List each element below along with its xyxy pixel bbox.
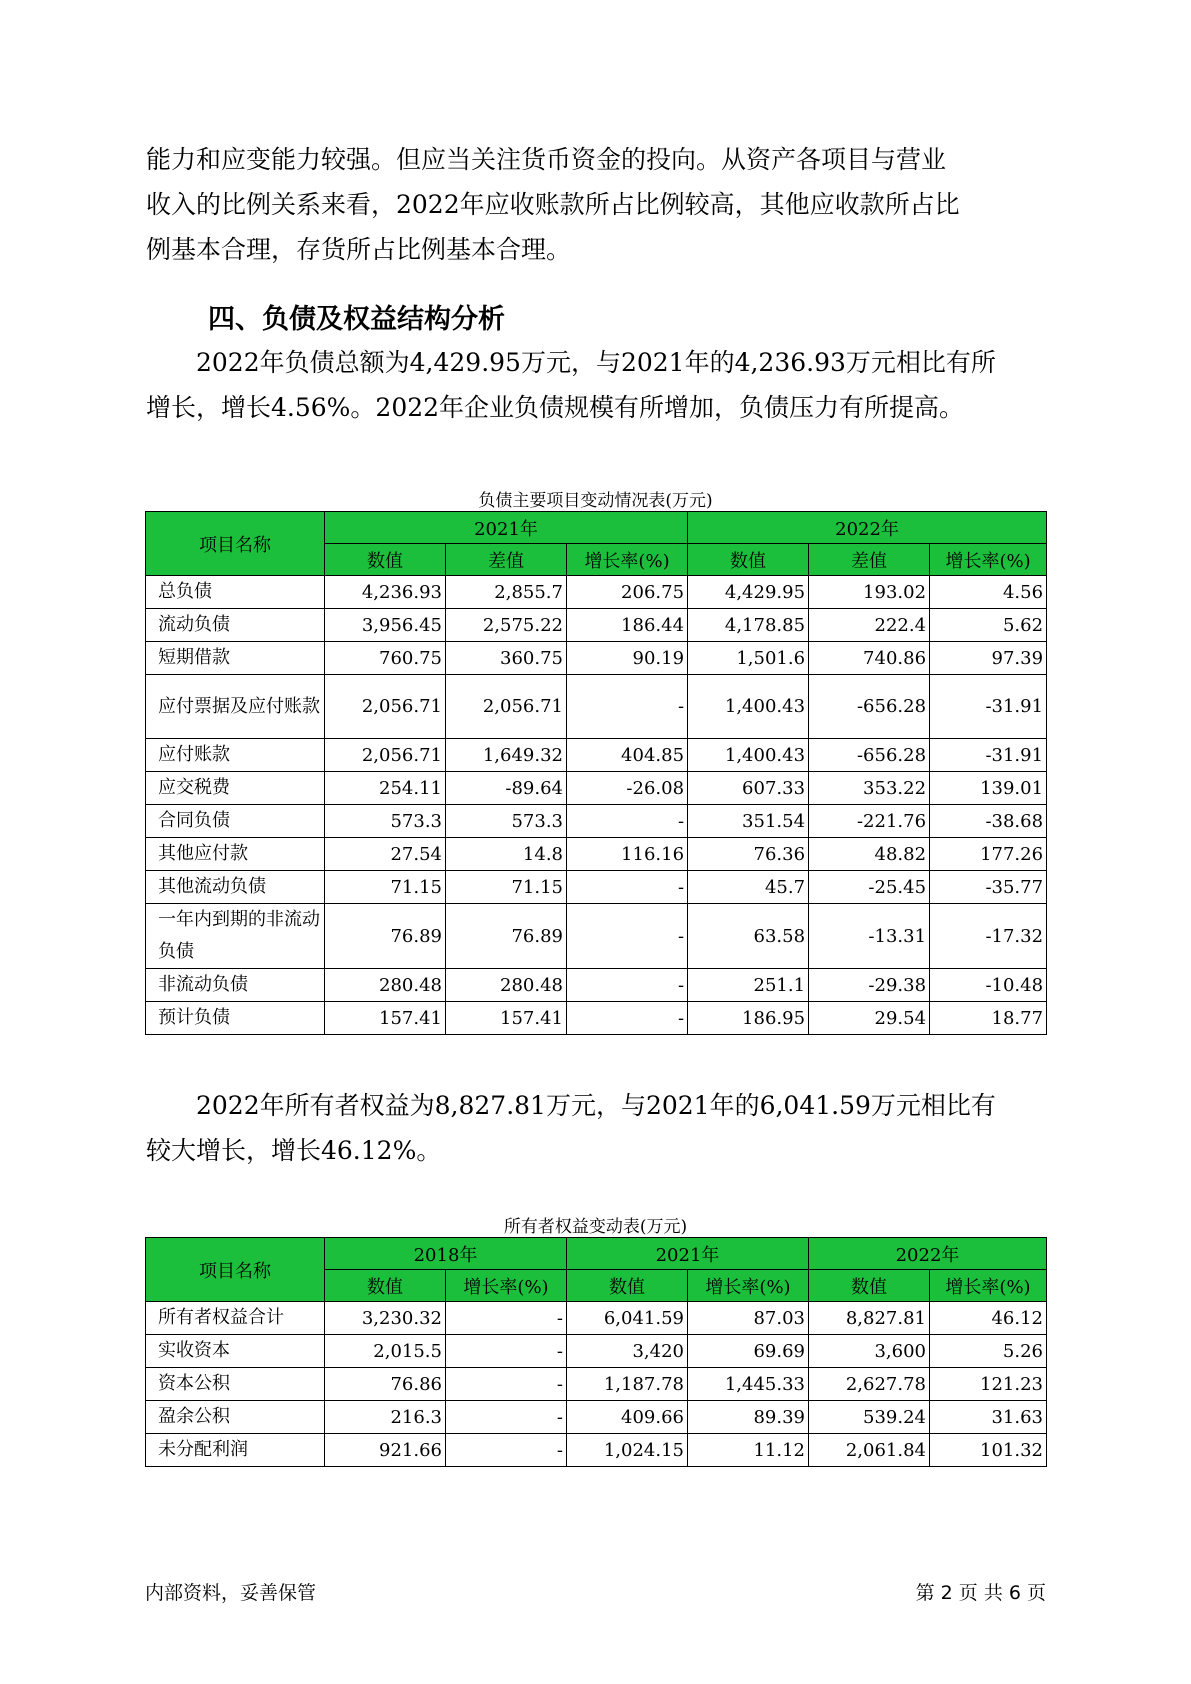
equity-sub-header: 数值 [567,1270,688,1302]
table-cell: - [567,871,688,904]
table-cell: 157.41 [325,1002,446,1035]
equity-sub-header: 数值 [809,1270,930,1302]
table-cell: - [567,969,688,1002]
table-cell: - [446,1368,567,1401]
table-cell: 186.44 [567,609,688,642]
table-cell: 1,400.43 [688,739,809,772]
table-cell: 193.02 [809,576,930,609]
table-cell: 8,827.81 [809,1302,930,1335]
table-cell: 4,429.95 [688,576,809,609]
equity-sub-header: 数值 [325,1270,446,1302]
table-cell: 69.69 [688,1335,809,1368]
debt-sub-header: 数值 [325,544,446,576]
table-cell: 254.11 [325,772,446,805]
table-cell: 3,956.45 [325,609,446,642]
equity-summary-paragraph [146,1083,1046,1173]
table-cell: 18.77 [930,1002,1047,1035]
table-cell: 71.15 [325,871,446,904]
table-cell: 76.36 [688,838,809,871]
row-label: 非流动负债 [146,969,325,1002]
table-cell: - [567,1002,688,1035]
equity-table [145,1237,1047,1467]
table-row [146,1302,1047,1335]
debt-year-header: 2022年 [688,512,1047,544]
table-cell: -221.76 [809,805,930,838]
table-cell: 2,575.22 [446,609,567,642]
equity-summary-line: 较大增长，增长46.12%。 [146,1136,442,1165]
table-cell: 251.1 [688,969,809,1002]
table-cell: - [446,1401,567,1434]
equity-year-header: 2021年 [567,1238,809,1270]
table-cell: 4,236.93 [325,576,446,609]
table-cell: 2,056.71 [325,675,446,739]
table-cell: -31.91 [930,739,1047,772]
table-cell: 45.7 [688,871,809,904]
table-cell: -89.64 [446,772,567,805]
table-cell: 2,056.71 [446,675,567,739]
table-cell: -656.28 [809,675,930,739]
footer-page-number: 第 2 页 共 6 页 [915,1582,1046,1604]
intro-line: 能力和应变能力较强。但应当关注货币资金的投向。从资产各项目与营业 [146,145,947,174]
equity-summary-line: 2022年所有者权益为8,827.81万元，与2021年的6,041.59万元相比有 [196,1091,996,1120]
table-cell: -26.08 [567,772,688,805]
row-label: 预计负债 [146,1002,325,1035]
table-cell: 5.26 [930,1335,1047,1368]
table-cell: 2,627.78 [809,1368,930,1401]
footer-confidential-note: 内部资料，妥善保管 [145,1582,317,1604]
table-cell: 921.66 [325,1434,446,1467]
table-cell: -13.31 [809,904,930,969]
table-row [146,1002,1047,1035]
table-cell: - [446,1335,567,1368]
table-row [146,609,1047,642]
table-cell: 216.3 [325,1401,446,1434]
debt-summary-line: 2022年负债总额为4,429.95万元，与2021年的4,236.93万元相比有所 [196,348,996,377]
table-cell: 222.4 [809,609,930,642]
table-row [146,642,1047,675]
table-cell: 3,420 [567,1335,688,1368]
table-row [146,772,1047,805]
debt-table-body [146,576,1047,1035]
table-cell: -656.28 [809,739,930,772]
row-label: 所有者权益合计 [146,1302,325,1335]
table-cell: -31.91 [930,675,1047,739]
equity-table-caption: 所有者权益变动表(万元) [503,1217,688,1237]
table-cell: 87.03 [688,1302,809,1335]
table-cell: -17.32 [930,904,1047,969]
table-cell: 76.86 [325,1368,446,1401]
equity-sub-header: 增长率(%) [446,1270,567,1302]
table-cell: 6,041.59 [567,1302,688,1335]
table-cell: 404.85 [567,739,688,772]
table-row [146,576,1047,609]
table-cell: -25.45 [809,871,930,904]
table-cell: - [567,675,688,739]
debt-summary-line: 增长，增长4.56%。2022年企业负债规模有所增加，负债压力有所提高。 [146,393,965,422]
table-cell: 3,230.32 [325,1302,446,1335]
table-row [146,1434,1047,1467]
intro-line: 收入的比例关系来看，2022年应收账款所占比例较高，其他应收款所占比 [146,190,960,219]
table-row [146,838,1047,871]
table-cell: 1,649.32 [446,739,567,772]
row-label: 一年内到期的非流动负债 [146,904,325,969]
debt-sub-header: 差值 [446,544,567,576]
intro-line: 例基本合理，存货所占比例基本合理。 [146,235,572,264]
debt-summary-paragraph [146,340,1046,430]
table-cell: 409.66 [567,1401,688,1434]
table-row [146,675,1047,739]
table-cell: 48.82 [809,838,930,871]
table-cell: 360.75 [446,642,567,675]
table-cell: 157.41 [446,1002,567,1035]
equity-table-body [146,1302,1047,1467]
table-cell: - [446,1302,567,1335]
table-cell: 351.54 [688,805,809,838]
row-label: 实收资本 [146,1335,325,1368]
row-label: 应付账款 [146,739,325,772]
equity-item-header: 项目名称 [146,1238,325,1302]
table-cell: 280.48 [325,969,446,1002]
table-cell: 2,056.71 [325,739,446,772]
intro-paragraph [146,137,1046,272]
table-cell: 1,024.15 [567,1434,688,1467]
table-cell: 97.39 [930,642,1047,675]
table-cell: 4.56 [930,576,1047,609]
row-label: 未分配利润 [146,1434,325,1467]
row-label: 应付票据及应付账款 [146,675,325,739]
table-cell: 353.22 [809,772,930,805]
row-label: 盈余公积 [146,1401,325,1434]
table-cell: 2,015.5 [325,1335,446,1368]
row-label: 合同负债 [146,805,325,838]
table-cell: 121.23 [930,1368,1047,1401]
table-cell: -35.77 [930,871,1047,904]
row-label: 应交税费 [146,772,325,805]
table-row [146,1335,1047,1368]
table-row [146,969,1047,1002]
table-cell: 27.54 [325,838,446,871]
equity-year-header: 2022年 [809,1238,1047,1270]
equity-sub-header: 增长率(%) [930,1270,1047,1302]
table-cell: 1,501.6 [688,642,809,675]
row-label: 短期借款 [146,642,325,675]
table-cell: 1,187.78 [567,1368,688,1401]
table-cell: 76.89 [325,904,446,969]
table-cell: 89.39 [688,1401,809,1434]
table-row [146,739,1047,772]
row-label: 资本公积 [146,1368,325,1401]
table-cell: 186.95 [688,1002,809,1035]
debt-item-header: 项目名称 [146,512,325,576]
table-cell: 740.86 [809,642,930,675]
table-cell: 116.16 [567,838,688,871]
row-label: 其他流动负债 [146,871,325,904]
debt-table [145,511,1047,1035]
table-cell: 280.48 [446,969,567,1002]
table-cell: 71.15 [446,871,567,904]
table-cell: 29.54 [809,1002,930,1035]
table-cell: 4,178.85 [688,609,809,642]
table-cell: 2,061.84 [809,1434,930,1467]
table-cell: 90.19 [567,642,688,675]
row-label: 总负债 [146,576,325,609]
table-cell: 14.8 [446,838,567,871]
debt-sub-header: 差值 [809,544,930,576]
row-label: 其他应付款 [146,838,325,871]
table-cell: - [567,805,688,838]
table-cell: -10.48 [930,969,1047,1002]
table-cell: 11.12 [688,1434,809,1467]
table-cell: 573.3 [446,805,567,838]
row-label: 流动负债 [146,609,325,642]
table-row [146,904,1047,969]
table-cell: 1,400.43 [688,675,809,739]
debt-sub-header: 数值 [688,544,809,576]
table-cell: 101.32 [930,1434,1047,1467]
table-cell: 5.62 [930,609,1047,642]
table-cell: 63.58 [688,904,809,969]
table-cell: 31.63 [930,1401,1047,1434]
table-cell: 76.89 [446,904,567,969]
table-cell: 46.12 [930,1302,1047,1335]
table-cell: -38.68 [930,805,1047,838]
table-cell: 2,855.7 [446,576,567,609]
table-cell: - [446,1434,567,1467]
table-row [146,1401,1047,1434]
equity-sub-header: 增长率(%) [688,1270,809,1302]
table-cell: 539.24 [809,1401,930,1434]
table-cell: 206.75 [567,576,688,609]
table-cell: 177.26 [930,838,1047,871]
debt-sub-header: 增长率(%) [567,544,688,576]
table-cell: 139.01 [930,772,1047,805]
debt-table-caption: 负债主要项目变动情况表(万元) [478,491,713,511]
table-row [146,871,1047,904]
table-cell: - [567,904,688,969]
debt-year-header: 2021年 [325,512,688,544]
table-row [146,1368,1047,1401]
table-cell: -29.38 [809,969,930,1002]
section-heading: 四、负债及权益结构分析 [208,304,505,335]
table-cell: 607.33 [688,772,809,805]
debt-sub-header: 增长率(%) [930,544,1047,576]
table-cell: 3,600 [809,1335,930,1368]
table-cell: 573.3 [325,805,446,838]
table-cell: 760.75 [325,642,446,675]
equity-year-header: 2018年 [325,1238,567,1270]
table-row [146,805,1047,838]
table-cell: 1,445.33 [688,1368,809,1401]
